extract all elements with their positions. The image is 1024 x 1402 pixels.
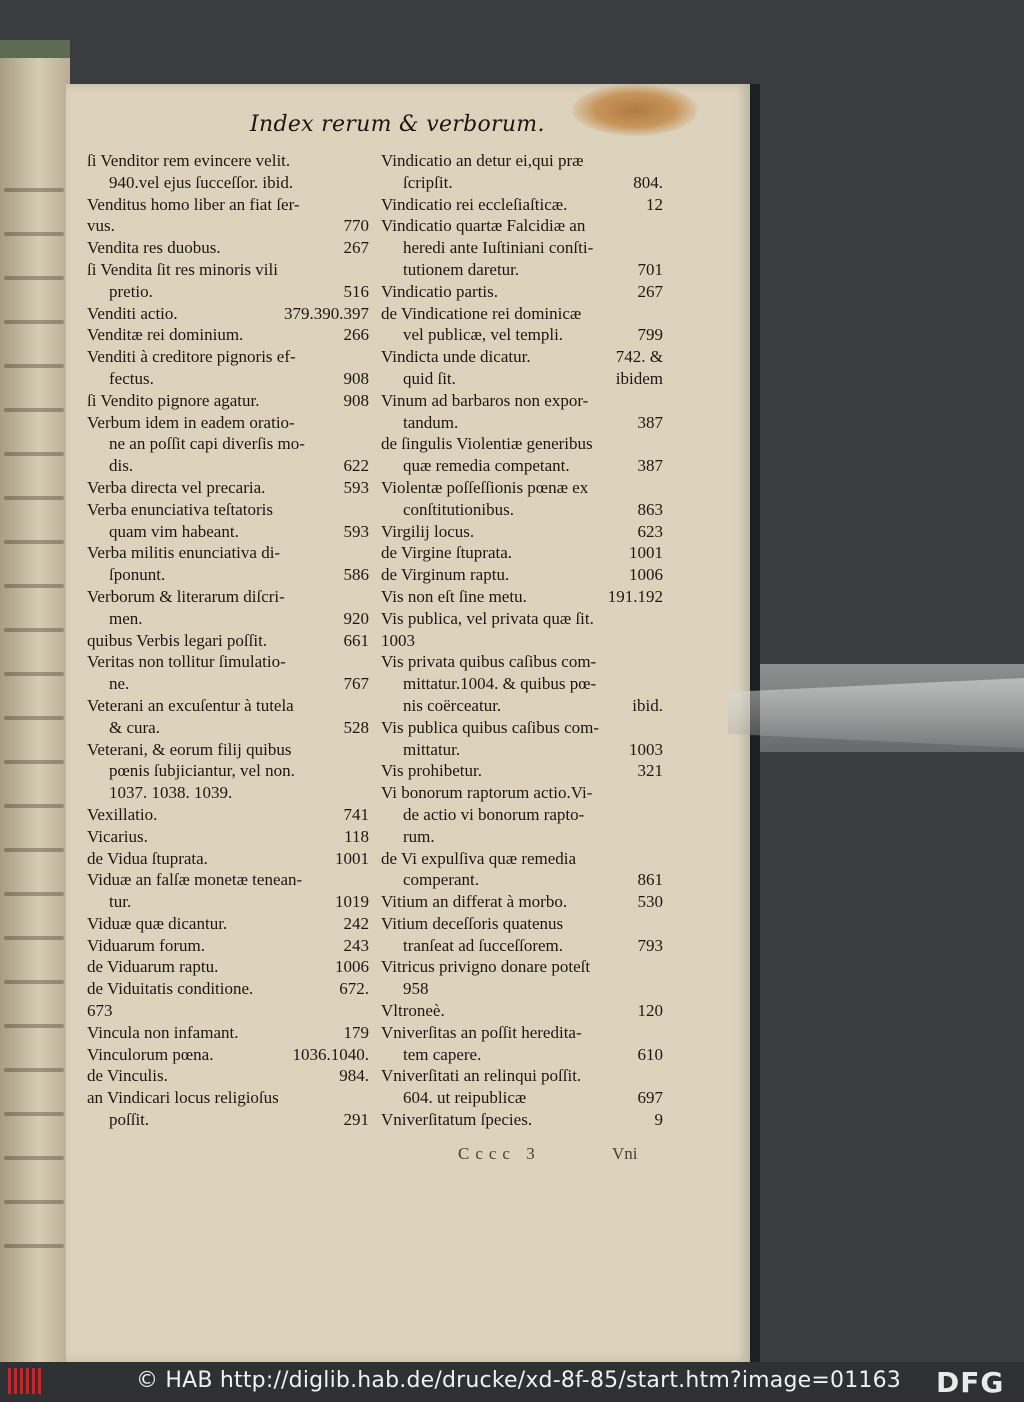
- index-entry-text: Venditæ rei dominium.: [87, 325, 244, 345]
- index-entry-text: de ſingulis Violentiæ generibus: [381, 434, 593, 454]
- index-entry-page: 1001: [629, 543, 663, 563]
- index-entry-text: Venditus homo liber an fiat ſer-: [87, 194, 300, 214]
- index-entry-text: conſtitutionibus.: [403, 499, 514, 519]
- index-entry: [381, 194, 663, 216]
- index-entry: [381, 739, 663, 761]
- dfg-logo: DFG: [936, 1366, 1005, 1399]
- index-entry-text: de Viduitatis conditione.: [87, 979, 254, 999]
- index-entry: [87, 1044, 369, 1066]
- index-entry: [381, 542, 663, 564]
- index-entry-page: 387: [637, 456, 663, 476]
- index-entry-page: 593: [343, 521, 369, 541]
- index-entry-text: 673: [87, 1001, 113, 1021]
- index-entry-text: Viduæ quæ dicantur.: [87, 913, 228, 933]
- index-entry: [87, 891, 369, 913]
- index-entry-page: 863: [637, 499, 663, 519]
- index-entry-page: 120: [637, 1001, 663, 1021]
- index-entry: [87, 826, 369, 848]
- index-entry: [381, 412, 663, 434]
- index-entry-text: tem capere.: [403, 1044, 482, 1064]
- index-entry-text: Vniverſitatum ſpecies.: [381, 1110, 533, 1130]
- index-entry: [381, 891, 663, 913]
- index-entry: [381, 1109, 663, 1131]
- index-entry: [87, 1065, 369, 1087]
- index-entry-text: Venditi à creditore pignoris ef-: [87, 347, 296, 367]
- index-entry: [87, 1087, 369, 1109]
- index-entry-page: 908: [343, 390, 369, 410]
- index-entry: [87, 433, 369, 455]
- index-entry-text: Vicarius.: [87, 826, 148, 846]
- index-entry-text: an Vindicari locus religioſus: [87, 1088, 279, 1108]
- index-entry: [381, 1087, 663, 1109]
- index-entry: [381, 782, 663, 804]
- index-entry: [87, 390, 369, 412]
- index-entry-text: de Vi expulſiva quæ remedia: [381, 848, 577, 868]
- index-entry: [381, 390, 663, 412]
- index-entry-page: 9: [654, 1110, 663, 1130]
- index-entry: [381, 913, 663, 935]
- index-entry-text: heredi ante Iuſtiniani conſti-: [403, 238, 594, 258]
- index-entry: [381, 956, 663, 978]
- index-entry: [381, 848, 663, 870]
- index-entry-text: Veterani, & eorum filij quibus: [87, 739, 292, 759]
- index-entry: [87, 1109, 369, 1131]
- index-entry-text: Veterani an excuſentur à tutela: [87, 695, 294, 715]
- index-entry-page: 1001: [335, 848, 369, 868]
- index-entry: [87, 935, 369, 957]
- index-entry-text: quæ remedia competant.: [403, 456, 570, 476]
- index-entry-page: 1036.1040.: [292, 1044, 369, 1064]
- index-left-column: [87, 150, 369, 1131]
- index-entry: [381, 455, 663, 477]
- index-entry-text: quam vim habeant.: [109, 521, 239, 541]
- index-entry-page: 243: [343, 935, 369, 955]
- index-entry-text: Virgilij locus.: [381, 521, 475, 541]
- index-entry-text: Viduæ an falſæ monetæ tenean-: [87, 870, 303, 890]
- index-entry-text: Vindicatio quartæ Falcidiæ an: [381, 216, 586, 236]
- index-entry-page: 984.: [339, 1066, 369, 1086]
- index-entry: [381, 564, 663, 586]
- index-entry: [381, 826, 663, 848]
- index-entry-text: Venditi actio.: [87, 303, 178, 323]
- index-entry: [381, 673, 663, 695]
- signature-mark: Cccc 3: [458, 1144, 541, 1163]
- index-entry-page: 1006: [629, 565, 663, 585]
- index-entry-text: poſſit.: [109, 1110, 150, 1130]
- index-entry-text: Vitium deceſſoris quatenus: [381, 913, 564, 933]
- index-entry-text: Verba militis enunciativa di-: [87, 543, 281, 563]
- index-entry-text: ſi Vendito pignore agatur.: [87, 390, 260, 410]
- index-entry: [381, 717, 663, 739]
- index-entry: [87, 848, 369, 870]
- index-entry-page: ibidem: [615, 368, 663, 388]
- index-entry-page: 701: [637, 259, 663, 279]
- index-entry-text: Verbum idem in eadem oratio-: [87, 412, 295, 432]
- index-entry-text: Verborum & literarum diſcri-: [87, 586, 285, 606]
- index-entry-text: Verba directa vel precaria.: [87, 477, 266, 497]
- index-entry: [87, 608, 369, 630]
- index-entry-page: 321: [637, 761, 663, 781]
- index-entry-text: Viduarum forum.: [87, 935, 205, 955]
- index-entry: [381, 651, 663, 673]
- index-entry: [87, 303, 369, 325]
- index-entry-text: Vniverſitati an relinqui poſſit.: [381, 1066, 582, 1086]
- index-entry-text: Vi bonorum raptorum actio.Vi-: [381, 783, 593, 803]
- index-entry-text: de Viduarum raptu.: [87, 957, 219, 977]
- index-entry-text: Vinum ad barbaros non expor-: [381, 390, 589, 410]
- index-entry-text: tandum.: [403, 412, 459, 432]
- index-entry-text: Vltroneè.: [381, 1001, 445, 1021]
- index-entry: [87, 760, 369, 782]
- index-entry: [87, 368, 369, 390]
- index-entry-text: men.: [109, 608, 143, 628]
- index-entry-page: 530: [637, 892, 663, 912]
- index-entry-page: 610: [637, 1044, 663, 1064]
- index-entry: [87, 542, 369, 564]
- index-entry: [87, 782, 369, 804]
- index-entry-page: 267: [637, 281, 663, 301]
- index-entry-page: 908: [343, 368, 369, 388]
- index-entry-page: 697: [637, 1088, 663, 1108]
- index-entry: [381, 760, 663, 782]
- index-entry-page: 1003: [629, 739, 663, 759]
- index-entry-text: Violentæ poſſeſſionis pœnæ ex: [381, 477, 589, 497]
- page-stain: [572, 84, 698, 136]
- index-entry-text: Vendita res duobus.: [87, 238, 221, 258]
- index-entry-text: 958: [403, 979, 429, 999]
- index-entry: [381, 1065, 663, 1087]
- index-entry: [87, 869, 369, 891]
- index-entry-text: ſi Vendita ſit res minoris vili: [87, 259, 278, 279]
- index-entry-page: 586: [343, 565, 369, 585]
- index-entry: [87, 739, 369, 761]
- index-entry-text: vus.: [87, 216, 115, 236]
- index-entry-text: Vis publica, vel privata quæ ſit.: [381, 608, 594, 628]
- index-entry: [87, 455, 369, 477]
- index-entry: [381, 695, 663, 717]
- index-entry: [87, 630, 369, 652]
- index-entry-text: de Vinculis.: [87, 1066, 168, 1086]
- index-entry-text: 1003: [381, 630, 415, 650]
- index-entry: [381, 1000, 663, 1022]
- index-entry: [381, 303, 663, 325]
- index-entry-text: Vitricus privigno donare poteſt: [381, 957, 591, 977]
- index-entry-page: 266: [343, 325, 369, 345]
- index-entry-page: 672.: [339, 979, 369, 999]
- index-entry-page: 379.390.397: [284, 303, 369, 323]
- index-entry: [87, 259, 369, 281]
- index-entry: [87, 804, 369, 826]
- index-entry: [87, 237, 369, 259]
- index-entry-text: quid ſit.: [403, 368, 456, 388]
- index-entry-text: tranſeat ad ſucceſſorem.: [403, 935, 563, 955]
- index-entry: [87, 346, 369, 368]
- index-entry: [87, 412, 369, 434]
- index-entry-text: ne.: [109, 674, 130, 694]
- index-entry: [381, 281, 663, 303]
- index-entry-text: nis coërceatur.: [403, 695, 502, 715]
- index-entry: [87, 281, 369, 303]
- index-entry-text: Vis privata quibus caſibus com-: [381, 652, 597, 672]
- index-entry-page: 387: [637, 412, 663, 432]
- index-entry: [381, 608, 663, 630]
- index-entry-text: rum.: [403, 826, 435, 846]
- index-entry-text: ſponunt.: [109, 565, 166, 585]
- index-entry-page: 742. &: [615, 347, 663, 367]
- catchword: Vni: [612, 1144, 638, 1163]
- index-entry-text: Vindicatio partis.: [381, 281, 499, 301]
- index-entry-text: de Vindicatione rei dominicæ: [381, 303, 582, 323]
- hab-logo-icon: [4, 1364, 44, 1398]
- index-entry-page: 242: [343, 913, 369, 933]
- index-entry: [381, 237, 663, 259]
- index-entry: [87, 717, 369, 739]
- index-entry: [87, 564, 369, 586]
- index-entry: [87, 324, 369, 346]
- index-entry-text: Vexillatio.: [87, 804, 158, 824]
- index-entry: [87, 1022, 369, 1044]
- index-entry-page: 799: [637, 325, 663, 345]
- index-entry-text: Vitium an differat à morbo.: [381, 892, 568, 912]
- index-entry-page: 593: [343, 477, 369, 497]
- index-entry-text: Verba enunciativa teſtatoris: [87, 499, 273, 519]
- index-entry-text: 1037. 1038. 1039.: [109, 783, 233, 803]
- index-entry-text: de Virgine ſtuprata.: [381, 543, 513, 563]
- index-entry: [381, 368, 663, 390]
- index-entry: [87, 1000, 369, 1022]
- index-entry-text: Vis prohibetur.: [381, 761, 482, 781]
- index-entry-page: 12: [646, 194, 663, 214]
- index-entry-page: 623: [637, 521, 663, 541]
- index-entry: [87, 172, 369, 194]
- index-entry: [87, 477, 369, 499]
- index-entry-text: 940.vel ejus ſucceſſor. ibid.: [109, 172, 294, 192]
- index-entry-text: de actio vi bonorum rapto-: [403, 804, 585, 824]
- index-entry-page: 118: [344, 826, 369, 846]
- index-entry-text: Vis publica quibus caſibus com-: [381, 717, 600, 737]
- index-entry: [381, 630, 663, 652]
- index-entry: [87, 913, 369, 935]
- index-entry-page: 804.: [633, 172, 663, 192]
- index-entry-text: Vis non eſt ſine metu.: [381, 586, 527, 606]
- index-entry-page: 622: [343, 456, 369, 476]
- index-entry-text: quibus Verbis legari poſſit.: [87, 630, 268, 650]
- index-entry-text: pretio.: [109, 281, 153, 301]
- index-entry-text: Vindicta unde dicatur.: [381, 347, 531, 367]
- index-entry-page: 516: [343, 281, 369, 301]
- index-entry-page: 528: [343, 717, 369, 737]
- index-entry: [87, 215, 369, 237]
- index-entry: [87, 956, 369, 978]
- index-entry-page: 770: [343, 216, 369, 236]
- index-entry-text: Veritas non tollitur ſimulatio-: [87, 652, 286, 672]
- index-entry-text: dis.: [109, 456, 134, 476]
- index-entry-text: de Vidua ſtuprata.: [87, 848, 208, 868]
- index-entry: [87, 150, 369, 172]
- index-entry-page: 861: [637, 870, 663, 890]
- index-entry-text: mittatur.1004. & quibus pœ-: [403, 674, 597, 694]
- index-entry-text: ne an poſſit capi diverſis mo-: [109, 434, 305, 454]
- index-entry-text: 604. ut reipublicæ: [403, 1088, 527, 1108]
- index-entry: [87, 651, 369, 673]
- copyright-url[interactable]: © HAB http://diglib.hab.de/drucke/xd-8f-85/start.htm?image=01163: [136, 1368, 901, 1393]
- index-entry: [381, 978, 663, 1000]
- index-entry: [381, 324, 663, 346]
- index-entry: [381, 869, 663, 891]
- index-entry: [381, 259, 663, 281]
- index-entry: [381, 477, 663, 499]
- running-header: Index rerum & verborum.: [250, 112, 545, 137]
- index-entry-page: 291: [343, 1110, 369, 1130]
- index-entry: [87, 673, 369, 695]
- index-entry-text: Vincula non infamant.: [87, 1022, 239, 1042]
- index-entry-page: 920: [343, 608, 369, 628]
- previous-page-edge: [0, 40, 70, 60]
- index-entry: [381, 586, 663, 608]
- index-entry-text: pœnis ſubjiciantur, vel non.: [109, 761, 295, 781]
- index-entry: [381, 172, 663, 194]
- index-entry-text: tutionem daretur.: [403, 259, 520, 279]
- index-entry: [87, 521, 369, 543]
- index-entry: [381, 1022, 663, 1044]
- index-entry-text: tur.: [109, 892, 132, 912]
- index-entry-page: 661: [343, 630, 369, 650]
- index-entry-page: ibid.: [632, 695, 663, 715]
- index-entry: [87, 978, 369, 1000]
- index-entry: [381, 935, 663, 957]
- index-right-column: [381, 150, 663, 1131]
- index-entry: [87, 586, 369, 608]
- index-entry-text: Vindicatio rei eccleſiaſticæ.: [381, 194, 568, 214]
- index-entry-text: mittatur.: [403, 739, 461, 759]
- index-entry-text: ſcripſit.: [403, 172, 453, 192]
- index-entry-text: comperant.: [403, 870, 479, 890]
- index-entry: [381, 346, 663, 368]
- index-entry-text: vel publicæ, vel templi.: [403, 325, 564, 345]
- index-entry: [381, 215, 663, 237]
- index-entry-text: ſi Venditor rem evincere velit.: [87, 151, 291, 170]
- index-entry-page: 179: [343, 1022, 369, 1042]
- index-entry-page: 741: [343, 804, 369, 824]
- index-entry: [381, 521, 663, 543]
- index-entry-text: Vniverſitas an poſſit heredita-: [381, 1022, 582, 1042]
- index-entry: [381, 433, 663, 455]
- index-entry-text: & cura.: [109, 717, 160, 737]
- index-entry: [381, 1044, 663, 1066]
- index-entry-text: Vindicatio an detur ei,qui præ: [381, 151, 584, 170]
- index-entry: [381, 150, 663, 172]
- index-entry: [381, 499, 663, 521]
- index-entry-text: Vinculorum pœna.: [87, 1044, 214, 1064]
- index-entry: [87, 499, 369, 521]
- index-entry-text: fectus.: [109, 368, 154, 388]
- index-entry-page: 1006: [335, 957, 369, 977]
- index-entry-page: 1019: [335, 892, 369, 912]
- index-entry-page: 793: [637, 935, 663, 955]
- index-entry-page: 267: [343, 238, 369, 258]
- index-entry: [381, 804, 663, 826]
- index-entry-text: de Virginum raptu.: [381, 565, 510, 585]
- index-entry: [87, 695, 369, 717]
- index-entry-page: 767: [343, 674, 369, 694]
- previous-page-strip: [0, 58, 70, 1362]
- index-entry-page: 191.192: [607, 586, 663, 606]
- index-entry: [87, 194, 369, 216]
